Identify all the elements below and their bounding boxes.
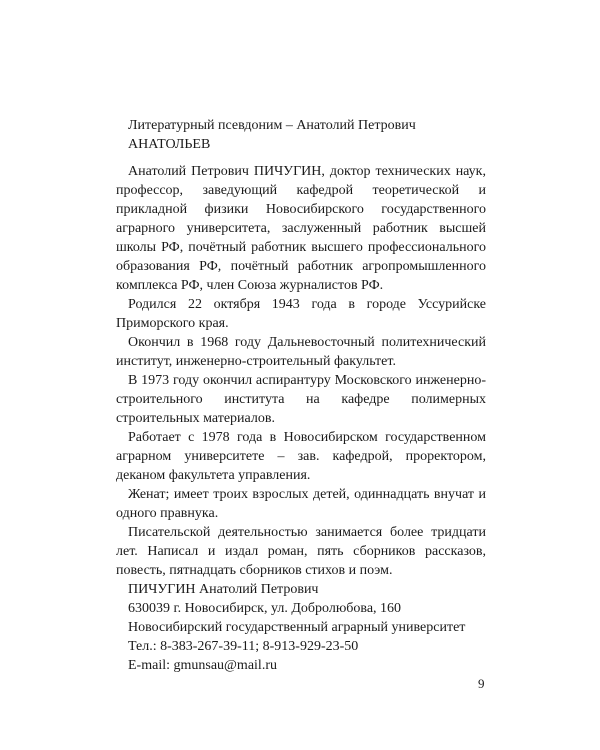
bio-paragraph-writing: Писательской деятельностью занимается более тридцати лет. Написал и издал роман, пять сборников рассказов, повесть, пятнадцать сборников стихов и поэм.	[116, 525, 486, 578]
bio-paragraph-birth: Родился 22 октября 1943 года в городе Уссурийске Приморского края.	[116, 297, 486, 331]
contact-name: ПИЧУГИН Анатолий Петрович	[128, 582, 319, 597]
bio-paragraph-family: Женат; имеет троих взрослых детей, одиннадцать внучат и одного правнука.	[116, 487, 486, 521]
spacer	[116, 154, 486, 162]
bio-paragraph-work: Работает с 1978 года в Новосибирском государственном аграрном университете – зав. кафедрой, проректором, деканом факультета управления.	[116, 430, 486, 483]
bio-paragraph-education: Окончил в 1968 году Дальневосточный политехнический институт, инженерно-строительный факультет.	[116, 335, 486, 369]
pseudonym-block	[116, 116, 486, 154]
pseudonym-line: Литературный псевдоним – Анатолий Петрович	[128, 118, 416, 133]
page-number: 9	[478, 676, 485, 691]
contact-phone: Тел.: 8-383-267-39-11; 8-913-929-23-50	[128, 639, 359, 654]
pseudonym-surname: АНАТОЛЬЕВ	[128, 137, 211, 152]
bio-paragraph-main: Анатолий Петрович ПИЧУГИН, доктор технических наук, профессор, заведующий кафедрой теоретической и прикладной физики Новосибирского государственного аграрного университета, заслуженный работник высшей школы РФ, почётный работник высшего профессионального образования РФ, почётный работник агропромышленного комплекса РФ, член Союза журналистов РФ.	[116, 164, 486, 293]
contact-address: 630039 г. Новосибирск, ул. Добролюбова, 160	[128, 601, 402, 616]
contact-email: E-mail: gmunsau@mail.ru	[128, 658, 277, 673]
contact-organization: Новосибирский государственный аграрный университет	[128, 620, 466, 635]
author-bio	[116, 116, 486, 675]
bio-paragraph-postgrad: В 1973 году окончил аспирантуру Московского инженерно-строительного института на кафедре полимерных строительных материалов.	[116, 373, 486, 426]
